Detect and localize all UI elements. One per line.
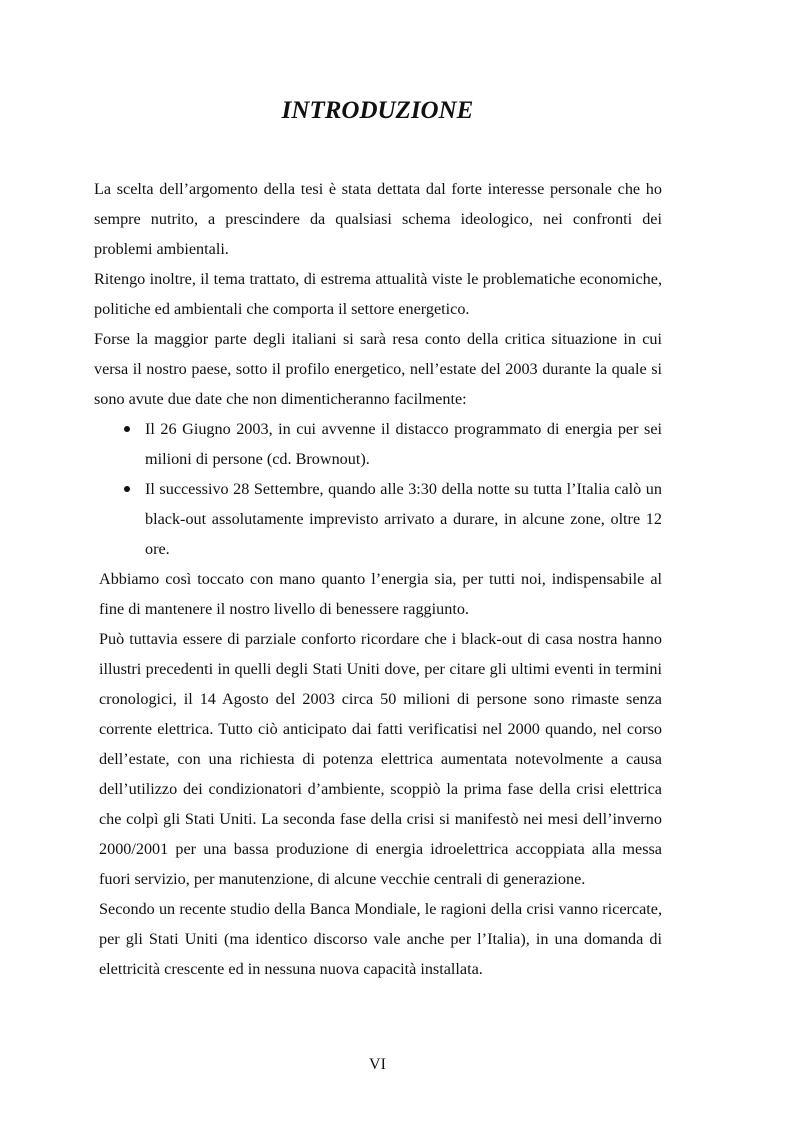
paragraph-topic: Ritengo inoltre, il tema trattato, di estrema attualità viste le problematiche economiche, politiche ed ambientali che comporta il settore energetico. (94, 270, 662, 318)
body-text (94, 174, 662, 984)
paragraph-energy: Abbiamo così toccato con mano quanto l’energia sia, per tutti noi, indispensabile al fine di mantenere il nostro livello di benessere raggiunto. (99, 570, 662, 618)
paragraph-world-bank: Secondo un recente studio della Banca Mondiale, le ragioni della crisi vanno ricercate, per gli Stati Uniti (ma identico discorso vale anche per l’Italia), in una domanda di elettricità crescente ed in nessuna nuova capacità installata. (99, 900, 662, 978)
list-item (145, 414, 662, 474)
paragraph-situation: Forse la maggior parte degli italiani si sarà resa conto della critica situazione in cui versa il nostro paese, sotto il profilo energetico, nell’estate del 2003 durante la quale si sono avute due date che non dimenticheranno facilmente: (94, 330, 662, 408)
bullet-icon (124, 426, 130, 432)
paragraph-blackout-history: Può tuttavia essere di parziale conforto ricordare che i black-out di casa nostra hanno illustri precedenti in quelli degli Stati Uniti dove, per citare gli ultimi eventi in termini cronologici, il 14 Agosto del 2003 circa 50 milioni di persone sono rimaste senza corrente elettrica. Tutto ciò anticipato dai fatti verificatisi nel 2000 quando, nel corso dell’estate, con una richiesta di potenza elettrica aumentata notevolmente a causa dell’utilizzo dei condizionatori d’ambiente, scoppiò la prima fase della crisi elettrica che colpì gli Stati Uniti. La seconda fase della crisi si manifestò nei mesi dell’inverno 2000/2001 per una bassa produzione di energia idroelettrica accoppiata alla messa fuori servizio, per manutenzione, di alcune vecchie centrali di generazione. (99, 630, 662, 888)
page-number: VI (369, 1056, 386, 1073)
list-item (145, 474, 662, 564)
list-item-text: Il successivo 28 Settembre, quando alle 3:30 della notte su tutta l’Italia calò un black-out assolutamente imprevisto arrivato a durare, in alcune zone, oltre 12 ore. (145, 480, 662, 558)
bullet-list (94, 414, 662, 564)
page-title: INTRODUZIONE (281, 97, 474, 124)
list-item-text: Il 26 Giugno 2003, in cui avvenne il distacco programmato di energia per sei milioni di persone (cd. Brownout). (145, 420, 662, 468)
paragraph-intro: La scelta dell’argomento della tesi è stata dettata dal forte interesse personale che ho sempre nutrito, a prescindere da qualsiasi schema ideologico, nei confronti dei problemi ambientali. (94, 180, 662, 258)
bullet-icon (124, 486, 130, 492)
